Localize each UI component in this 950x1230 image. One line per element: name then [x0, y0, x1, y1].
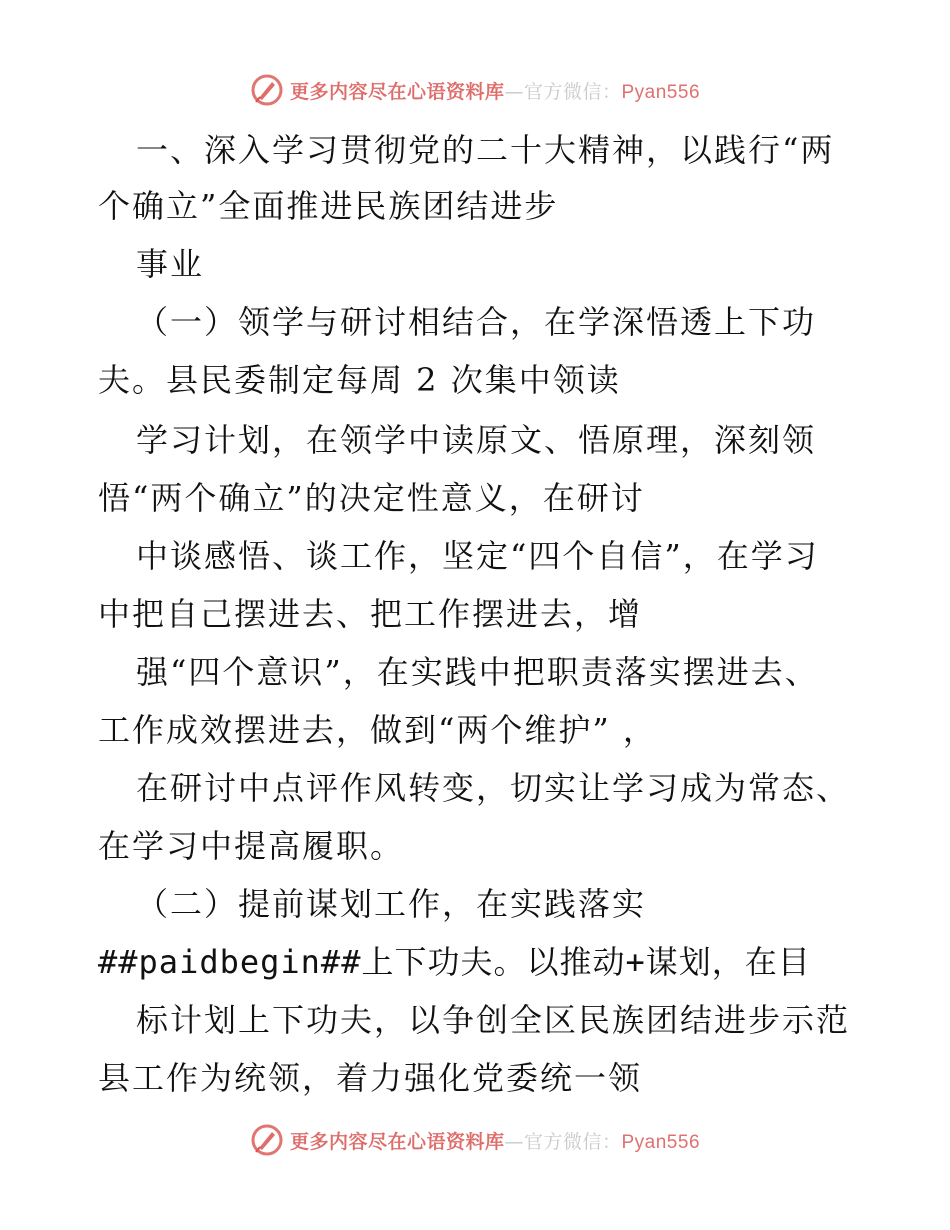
header-banner-sub: 官方微信： — [523, 80, 622, 103]
body-line: 在研讨中点评作风转变，切实让学习成为常态、 — [136, 769, 851, 807]
body-line: 强“四个意识”，在实践中把职责落实摆进去、 — [136, 653, 819, 691]
body-line: 县工作为统领，着力强化党委统一领 — [98, 1059, 643, 1097]
body-line: 学习计划，在领学中读原文、悟原理，深刻领 — [136, 421, 817, 459]
body-line: 事业 — [136, 245, 205, 283]
footer-banner-id: Pyan556 — [621, 1131, 701, 1153]
body-line: 标计划上下功夫，以争创全区民族团结进步示范 — [136, 1001, 851, 1039]
body-line: 夫。县民委制定每周 2 次集中领读 — [98, 361, 621, 399]
body-line: 个确立”全面推进民族团结进步 — [98, 187, 559, 225]
header-banner-dash: — — [504, 80, 524, 103]
body-line: 中把自己摆进去、把工作摆进去，增 — [98, 595, 643, 633]
header-banner-text — [290, 77, 700, 104]
body-line: 在学习中提高履职。 — [98, 827, 405, 865]
body-line: （一）领学与研讨相结合，在学深悟透上下功 — [136, 303, 817, 341]
body-line: 一、深入学习贯彻党的二十大精神，以践行“两 — [136, 131, 835, 169]
footer-banner-dash: — — [504, 1130, 524, 1153]
header-watermark-banner — [0, 70, 950, 110]
quill-logo-icon — [250, 73, 284, 107]
body-line: （二）提前谋划工作，在实践落实 — [136, 885, 647, 923]
footer-watermark-banner — [0, 1120, 950, 1160]
body-line: 中谈感悟、谈工作，坚定“四个自信”，在学习 — [136, 537, 819, 575]
body-line: ##paidbegin##上下功夫。以推动+谋划，在目 — [98, 943, 811, 981]
footer-banner-main: 更多内容尽在心语资料库 — [289, 1130, 505, 1153]
footer-banner-text — [290, 1127, 700, 1154]
body-line: 工作成效摆进去，做到“两个维护” ， — [98, 711, 657, 749]
footer-banner-sub: 官方微信： — [523, 1130, 622, 1153]
quill-logo-icon — [250, 1123, 284, 1157]
header-banner-id: Pyan556 — [621, 81, 701, 103]
body-line: 悟“两个确立”的决定性意义，在研讨 — [98, 479, 645, 517]
header-banner-main: 更多内容尽在心语资料库 — [289, 80, 505, 103]
